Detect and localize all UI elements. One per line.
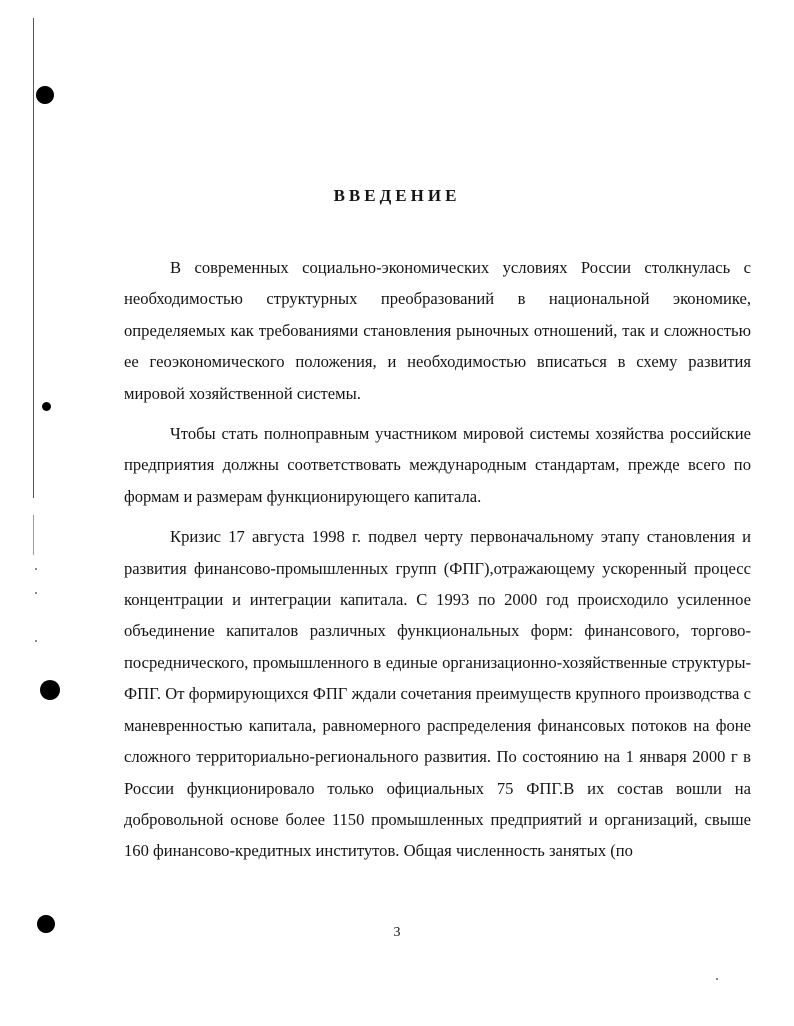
- paragraph: Чтобы стать полноправным участником мировой системы хозяйства российские предприятия должны соответствовать международным стандартам, прежде всего по формам и размерам функционирующего капитала.: [124, 424, 751, 506]
- page-number: 3: [393, 925, 401, 940]
- punch-hole: [42, 402, 51, 411]
- punch-hole: [40, 680, 60, 700]
- scan-margin-line: [33, 515, 34, 555]
- scan-speck: [716, 978, 718, 980]
- page-title: ВВЕДЕНИЕ: [333, 186, 461, 205]
- scan-margin-line: [33, 18, 34, 498]
- scan-speck: [35, 568, 37, 570]
- scan-speck: [35, 592, 37, 594]
- body-text: [124, 252, 751, 876]
- punch-hole: [36, 86, 54, 104]
- paragraph: Кризис 17 августа 1998 г. подвел черту первоначальному этапу становления и развития финансово-промышленных групп (ФПГ),отражающему ускоренный процесс концентрации и интеграции капитала. С 1993 по 2000 год происходило усиленное объединение капиталов различных функциональных форм: финансового, торгово-посреднического, промышленного в единые организационно-хозяйственные структуры-ФПГ. От формирующихся ФПГ ждали сочетания преимуществ крупного производства с маневренностью капитала, равномерного распределения финансовых потоков на фоне сложного территориально-регионального развития. По состоянию на 1 января 2000 г в России функционировало только официальных 75 ФПГ.В их состав вошли на добровольной основе более 1150 промышленных предприятий и организаций, свыше 160 финансово-кредитных институтов. Общая численность занятых (по: [124, 527, 751, 861]
- scan-speck: [35, 640, 37, 642]
- paragraph: В современных социально-экономических условиях России столкнулась с необходимостью структурных преобразований в национальной экономике, определяемых как требованиями становления рыночных отношений, так и сложностью ее геоэкономического положения, и необходимостью вписаться в схему развития мировой хозяйственной системы.: [124, 258, 751, 403]
